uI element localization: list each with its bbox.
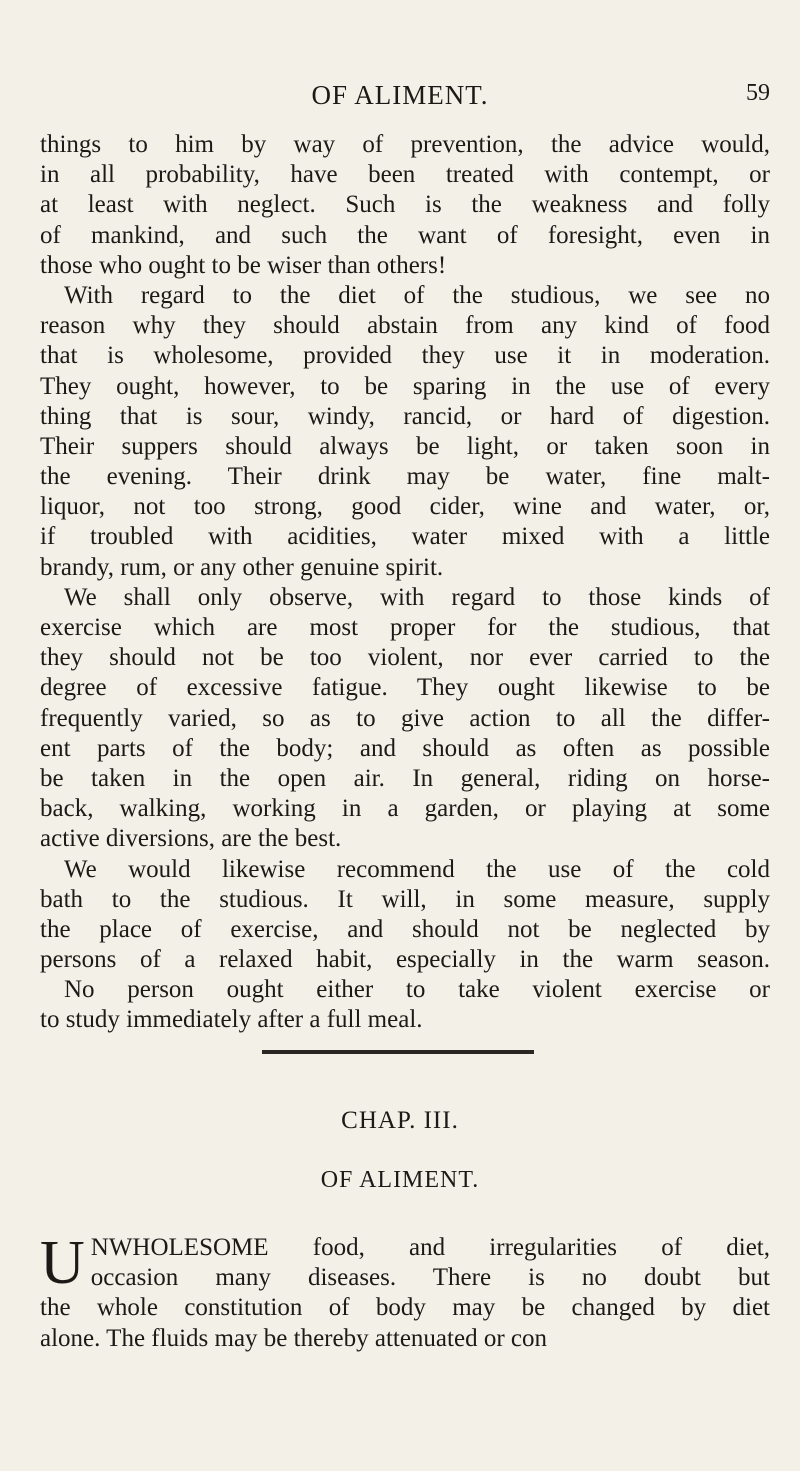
text-line: occasion many diseases. There is no doubt but [90,1264,770,1292]
text-line: things to him by way of prevention, the advice would, [40,131,770,158]
text-line: back, walking, working in a garden, or playing at some [40,795,770,823]
chapter-text [40,1229,770,1354]
text-line: to study immediately after a full meal. [40,1006,423,1034]
text-line: alone. The fluids may be thereby attenuated or con [40,1324,547,1352]
text-line: be taken in the open air. In general, riding on horse- [40,764,770,792]
text-line: We shall only observe, with regard to those kinds of [64,583,770,611]
section-rule [262,1050,534,1054]
text-line: persons of a relaxed habit, especially in the warm season. [40,946,770,974]
text-line: if troubled with acidities, water mixed with a little [40,523,770,551]
text-line: ent parts of the body; and should as often as possible [40,734,770,762]
body-text [40,130,770,1036]
text-line: reason why they should abstain from any kind of food [40,312,770,340]
page-number: 59 [746,80,770,106]
text-line: liquor, not too strong, good cider, wine and water, or, [40,493,770,521]
text-line: the place of exercise, and should not be neglected by [40,915,770,943]
text-line: degree of excessive fatigue. They ought likewise to be [40,674,770,702]
text-line: at least with neglect. Such is the weakness and folly [40,191,770,219]
text-line: thing that is sour, windy, rancid, or hard of digestion. [40,402,770,430]
text-line: NWHOLESOME food, and irregularities of diet, [90,1234,770,1261]
text-line: of mankind, and such the want of foresight, even in [40,221,770,249]
text-line: they should not be too violent, nor ever carried to the [40,644,770,672]
text-line: bath to the studious. It will, in some measure, supply [40,885,770,913]
text-line: the whole constitution of body may be changed by diet [40,1294,770,1322]
chapter-title: OF ALIMENT. [320,1167,480,1193]
drop-cap: U [40,1229,85,1297]
text-line: brandy, rum, or any other genuine spirit. [40,553,444,581]
text-line: They ought, however, to be sparing in the use of every [40,372,770,400]
text-line: in all probability, have been treated with contempt, or [40,161,770,189]
text-line: that is wholesome, provided they use it in moderation. [40,342,770,370]
text-line: the evening. Their drink may be water, fine malt- [40,463,770,491]
chapter-label: CHAP. III. [341,1107,459,1134]
text-line: exercise which are most proper for the studious, that [40,614,770,641]
text-line: Their suppers should always be light, or taken soon in [40,432,770,460]
running-head: OF ALIMENT. [311,80,489,110]
text-line: No person ought either to take violent exercise or [64,976,770,1004]
text-line: frequently varied, so as to give action to all the differ- [40,704,770,732]
text-line: those who ought to be wiser than others! [40,251,447,279]
text-line: With regard to the diet of the studious, we see no [64,281,770,309]
text-line: We would likewise recommend the use of the cold [64,855,770,883]
text-line: active diversions, are the best. [40,825,342,853]
